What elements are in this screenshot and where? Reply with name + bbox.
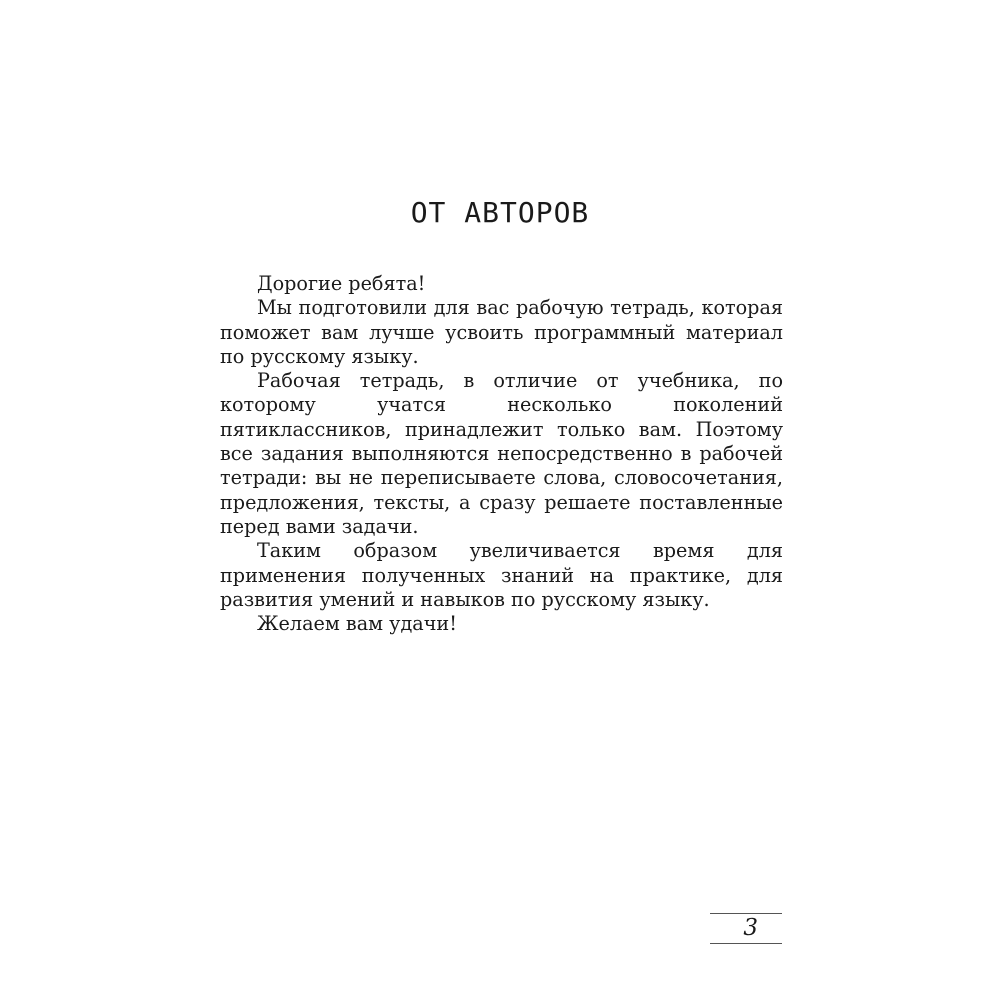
paragraph: Рабочая тетрадь, в отличие от учебника, по которому учатся несколько поколений пятиклассников, принадлежит только вам. Поэтому все задания выполняются непосредственно в рабочей тетради: вы не переписываете слова, словосочетания, предложения, тексты, а сразу решаете поставленные перед вами задачи.: [220, 369, 783, 538]
greeting-paragraph: Дорогие ребята!: [257, 272, 426, 295]
paragraph: Таким образом увеличивается время для применения полученных знаний на практике, для развития умений и навыков по русскому языку.: [220, 539, 783, 611]
paragraph: Мы подготовили для вас рабочую тетрадь, которая поможет вам лучше усвоить программный материал по русскому языку.: [220, 296, 783, 368]
closing-paragraph: Желаем вам удачи!: [257, 612, 457, 636]
body-text: [220, 272, 783, 636]
page-title: ОТ АВТОРОВ: [410, 196, 590, 229]
page-number-box: [710, 913, 782, 944]
page-number: 3: [743, 915, 758, 941]
